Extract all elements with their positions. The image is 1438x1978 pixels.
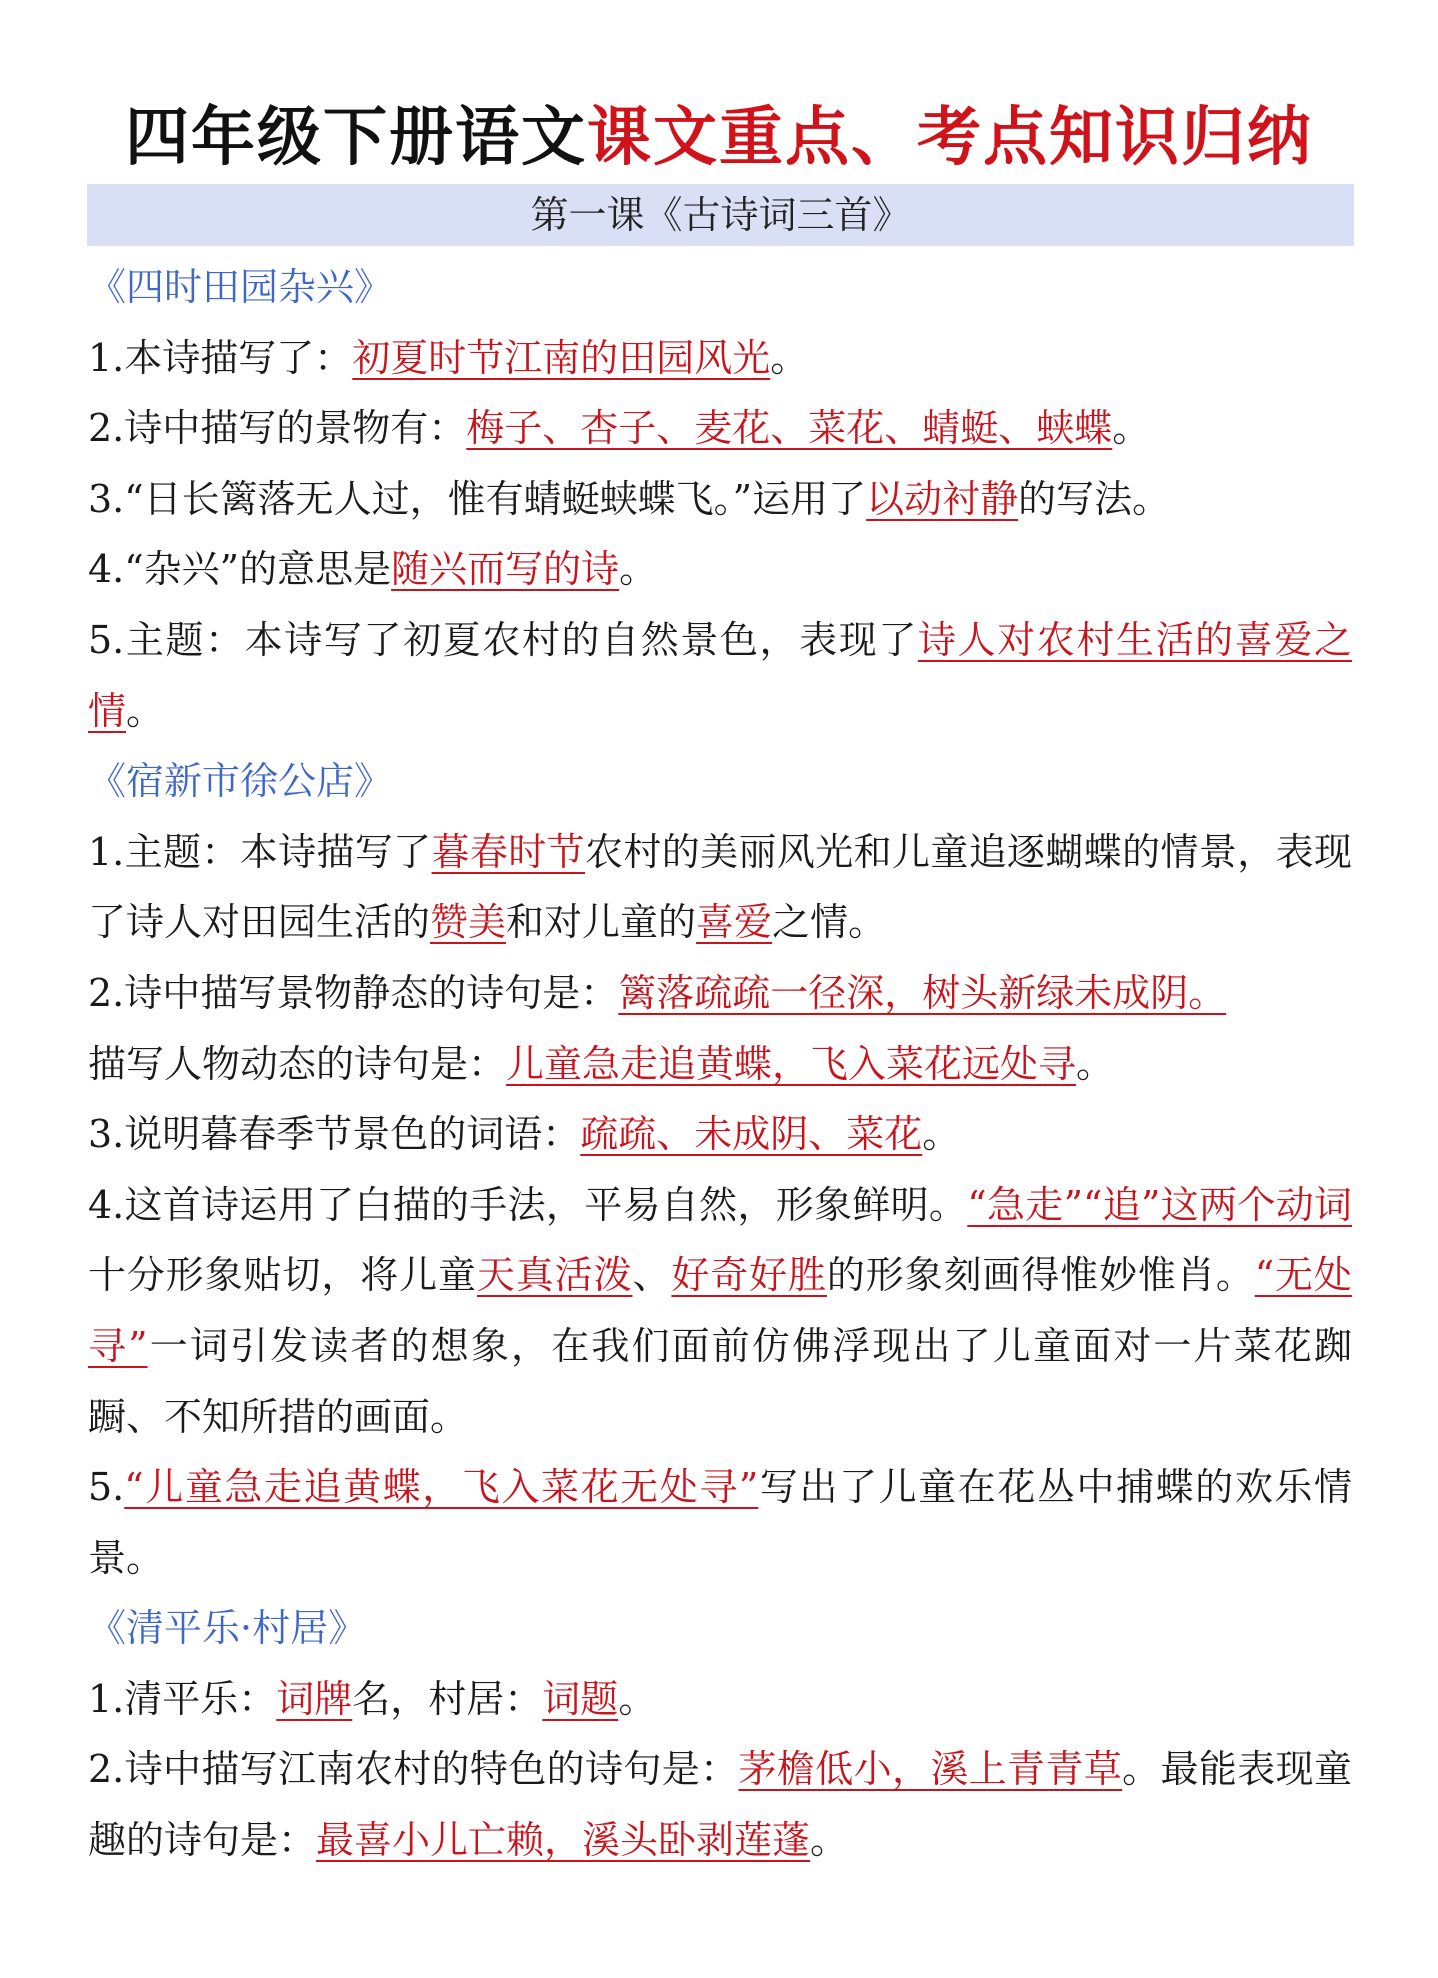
answer-text: 暮春时节 — [431, 829, 586, 874]
title-part-black: 四年级下册语文 — [125, 101, 587, 175]
answer-text: 梅子、杏子、麦花、菜花、蜻蜓、蛱蝶 — [466, 406, 1113, 451]
list-item: 3.说明暮春季节景色的词语：疏疏、未成阴、菜花。 — [88, 1112, 961, 1157]
list-item: 2.诗中描写景物静态的诗句是：篱落疏疏一径深，树头新绿未成阴。 描写人物动态的诗句是：儿童急走追黄蝶，飞入菜花远处寻。 — [88, 970, 1227, 1086]
answer-text: 儿童急走追黄蝶，飞入菜花远处寻 — [506, 1041, 1077, 1086]
answer-text: 随兴而写的诗 — [391, 547, 620, 592]
answer-text: 初夏时节江南的田园风光 — [352, 335, 771, 380]
list-item: 1.本诗描写了：初夏时节江南的田园风光。 — [88, 335, 809, 380]
answer-text: 赞美 — [430, 900, 507, 945]
answer-text: 疏疏、未成阴、菜花 — [580, 1112, 923, 1157]
answer-text: “儿童急走追黄蝶，飞入菜花无处寻” — [124, 1465, 759, 1510]
list-item: 1.清平乐：词牌名，村居：词题。 — [88, 1676, 657, 1721]
list-item: 5.主题：本诗写了初夏农村的自然景色，表现了诗人对农村生活的喜爱之情。 — [88, 617, 1352, 733]
page-title — [0, 96, 1438, 180]
answer-text: 天真活泼 — [476, 1253, 633, 1298]
answer-text: 篱落疏疏一径深，树头新绿未成阴。 — [618, 970, 1227, 1015]
list-item: 3.“日长篱落无人过，惟有蜻蜓蛱蝶飞。”运用了以动衬静的写法。 — [88, 476, 1171, 521]
list-item: 5.“儿童急走追黄蝶，飞入菜花无处寻”写出了儿童在花丛中捕蝶的欢乐情景。 — [88, 1465, 1352, 1580]
answer-text: “无处寻” — [88, 1253, 1352, 1368]
answer-text: 词题 — [542, 1676, 619, 1721]
answer-text: 诗人对农村生活的喜爱之情 — [88, 617, 1352, 733]
answer-text: 最喜小儿亡赖，溪头卧剥莲蓬 — [316, 1818, 811, 1863]
list-item: 2.诗中描写的景物有：梅子、杏子、麦花、菜花、蜻蜓、蛱蝶。 — [88, 406, 1151, 451]
list-item: 2.诗中描写江南农村的特色的诗句是：茅檐低小，溪上青青草。最能表现童趣的诗句是：最喜小儿亡赖，溪头卧剥莲蓬。 — [88, 1747, 1352, 1863]
list-item: 4.这首诗运用了白描的手法，平易自然，形象鲜明。“急走”“追”这两个动词十分形象贴切，将儿童天真活泼、好奇好胜的形象刻画得惟妙惟肖。“无处寻”一词引发读者的想象，在我们面前仿佛浮现出了儿童面对一片菜花踟蹰、不知所措的画面。 — [88, 1182, 1352, 1439]
answer-text: 茅檐低小，溪上青青草 — [738, 1747, 1123, 1792]
answer-text: 以动衬静 — [866, 476, 1019, 521]
answer-text: 词牌 — [276, 1676, 353, 1721]
section-heading-suxinshi: 《宿新市徐公店》 — [88, 759, 393, 804]
answer-text: 好奇好胜 — [671, 1253, 827, 1298]
content-body — [88, 252, 1352, 1876]
list-item: 1.主题：本诗描写了暮春时节农村的美丽风光和儿童追逐蝴蝶的情景，表现了诗人对田园生活的赞美和对儿童的喜爱之情。 — [88, 829, 1352, 945]
answer-text: “急走”“追”这两个动词 — [967, 1182, 1352, 1227]
section-heading-qingpingle: 《清平乐·村居》 — [88, 1606, 367, 1651]
lesson-banner: 第一课《古诗词三首》 — [87, 184, 1354, 246]
list-item: 4.“杂兴”的意思是随兴而写的诗。 — [88, 547, 658, 592]
answer-text: 喜爱 — [696, 900, 773, 945]
title-part-red: 课文重点、考点知识归纳 — [587, 101, 1313, 175]
section-heading-sishi: 《四时田园杂兴》 — [88, 265, 393, 309]
